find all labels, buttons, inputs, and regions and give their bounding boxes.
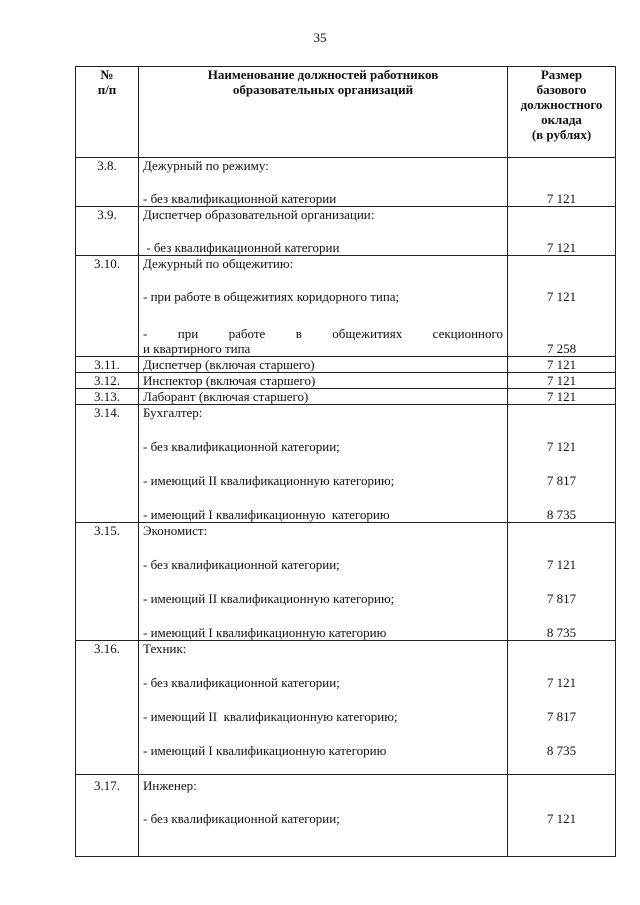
header-num-line: № <box>100 67 114 82</box>
row-title: Диспетчер образовательной организации: <box>143 207 375 222</box>
row-amount-cell <box>508 256 616 357</box>
row-amount: 7 817 <box>546 473 577 488</box>
row-amount: 7 817 <box>546 709 577 724</box>
table-row <box>76 357 616 373</box>
header-name <box>139 67 508 158</box>
row-amount: 7 121 <box>546 240 577 255</box>
word: работе <box>228 326 266 341</box>
row-title: Экономист: <box>143 523 208 538</box>
table-row <box>76 641 616 775</box>
table-header-row <box>76 67 616 158</box>
header-salary-line: (в рублях) <box>531 127 592 142</box>
row-number: 3.15. <box>76 523 139 641</box>
row-item-label: - имеющий II квалификационную категорию; <box>143 473 395 488</box>
header-salary-line: Размер <box>540 67 583 82</box>
word: секционного <box>432 326 503 341</box>
row-item-label-justified <box>143 326 503 341</box>
row-item-label: - при работе в общежитиях коридорного типа; <box>143 289 400 304</box>
row-item-label: - имеющий I квалификационную категорию <box>143 743 387 758</box>
row-spacer <box>143 173 503 191</box>
row-title-cell <box>139 256 508 357</box>
row-item-label: - без квалификационной категории <box>143 191 337 206</box>
header-salary-line: базового <box>536 82 587 97</box>
row-amount: 7 817 <box>546 591 577 606</box>
table-row <box>76 373 616 389</box>
table-row <box>76 158 616 207</box>
row-spacer <box>143 304 503 326</box>
row-title-cell <box>139 405 508 523</box>
row-item-label: - имеющий II квалификационную категорию; <box>143 709 398 724</box>
row-amount: 7 121 <box>508 373 616 389</box>
word: в <box>295 326 302 341</box>
row-title-cell <box>139 775 508 857</box>
row-amount: 7 121 <box>546 191 577 206</box>
row-amount-cell <box>508 207 616 256</box>
row-amount: 7 121 <box>508 357 616 373</box>
row-title: Дежурный по режиму: <box>143 158 269 173</box>
row-item-label: - без квалификационной категории; <box>143 439 340 454</box>
row-spacer <box>143 271 503 289</box>
row-title: Бухгалтер: <box>143 405 203 420</box>
row-title: Инженер: <box>143 778 197 793</box>
row-amount-cell <box>508 405 616 523</box>
word: общежитиях <box>332 326 403 341</box>
row-number: 3.10. <box>76 256 139 357</box>
row-spacer <box>143 222 503 240</box>
row-amount: 8 735 <box>546 507 577 522</box>
row-item-label-cont: и квартирного типа <box>143 341 251 356</box>
header-salary-line: должностного <box>520 97 603 112</box>
word: - <box>143 326 148 341</box>
row-number: 3.12. <box>76 373 139 389</box>
row-amount: 7 258 <box>546 341 577 356</box>
row-title: Инспектор (включая старшего) <box>139 373 508 389</box>
row-number: 3.14. <box>76 405 139 523</box>
table-row <box>76 389 616 405</box>
header-name-line: образовательных организаций <box>232 82 414 97</box>
row-item-label: - без квалификационной категории; <box>143 557 340 572</box>
page-number: 35 <box>313 30 327 45</box>
row-title: Диспетчер (включая старшего) <box>139 357 508 373</box>
row-amount-cell <box>508 641 616 775</box>
table-row <box>76 405 616 523</box>
row-number: 3.8. <box>76 158 139 207</box>
header-salary-line: оклада <box>541 112 582 127</box>
row-amount-cell <box>508 523 616 641</box>
word: при <box>177 326 199 341</box>
row-amount: 8 735 <box>546 625 577 640</box>
row-number: 3.16. <box>76 641 139 775</box>
row-item-label: - имеющий I квалификационную категорию <box>143 625 387 640</box>
row-title: Дежурный по общежитию: <box>143 256 294 271</box>
row-number: 3.11. <box>76 357 139 373</box>
row-item-label: - имеющий II квалификационную категорию; <box>143 591 395 606</box>
row-title-cell <box>139 641 508 775</box>
row-amount-cell <box>508 158 616 207</box>
row-amount: 7 121 <box>546 557 577 572</box>
row-amount: 8 735 <box>546 743 577 758</box>
row-amount: 7 121 <box>546 675 577 690</box>
table-row <box>76 207 616 256</box>
row-title-cell <box>139 523 508 641</box>
header-num <box>76 67 139 158</box>
row-amount: 7 121 <box>546 439 577 454</box>
table-row <box>76 775 616 857</box>
row-number: 3.9. <box>76 207 139 256</box>
row-title: Техник: <box>143 641 187 656</box>
row-title-cell <box>139 207 508 256</box>
row-item-label: - без квалификационной категории; <box>143 675 340 690</box>
table-row <box>76 256 616 357</box>
header-num-line: п/п <box>97 82 117 97</box>
header-salary <box>508 67 616 158</box>
table-row <box>76 523 616 641</box>
row-number: 3.13. <box>76 389 139 405</box>
row-title: Лаборант (включая старшего) <box>139 389 508 405</box>
row-title-cell <box>139 158 508 207</box>
row-item-label: - без квалификационной категории <box>143 240 340 255</box>
row-amount: 7 121 <box>546 811 577 826</box>
row-item-label: - без квалификационной категории; <box>143 811 340 826</box>
row-amount: 7 121 <box>546 289 577 304</box>
row-amount: 7 121 <box>508 389 616 405</box>
row-amount-cell <box>508 775 616 857</box>
header-name-line: Наименование должностей работников <box>207 67 439 82</box>
row-number: 3.17. <box>76 775 139 857</box>
row-item-label: - имеющий I квалификационную категорию <box>143 507 390 522</box>
salary-table <box>75 66 616 857</box>
